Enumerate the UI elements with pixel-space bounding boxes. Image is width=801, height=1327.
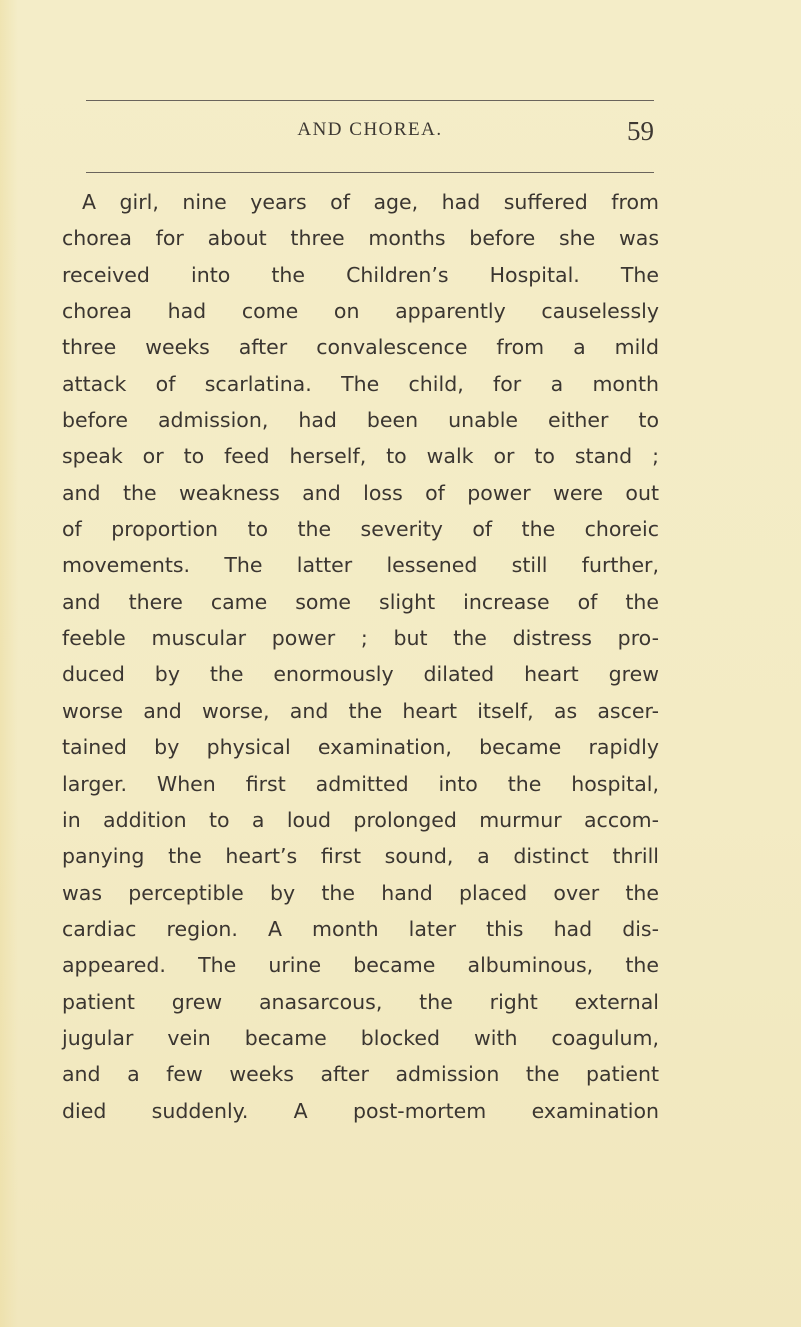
text-line: attack of scarlatina. The child, for a month [62, 371, 659, 396]
text-line: patient grew anasarcous, the right external [62, 989, 659, 1014]
text-line: chorea had come on apparently causelessly [62, 299, 659, 324]
text-line: in addition to a loud prolonged murmur accom- [62, 807, 659, 832]
text-line: A girl, nine years of age, had suffered from [82, 190, 659, 214]
text-line: panying the heart’s first sound, a distinct thrill [62, 844, 659, 869]
text-line: tained by physical examination, became rapidly [62, 735, 659, 760]
running-head-title: AND CHOREA. [297, 119, 443, 140]
text-line: chorea for about three months before she was [62, 226, 659, 251]
text-line: and the weakness and loss of power were out [62, 480, 659, 505]
running-head [86, 116, 654, 151]
text-line: jugular vein became blocked with coagulum, [62, 1025, 659, 1050]
text-line: of proportion to the severity of the choreic [62, 517, 659, 542]
text-line: worse and worse, and the heart itself, as ascer- [62, 698, 659, 723]
text-line: received into the Children’s Hospital. The [62, 262, 659, 287]
text-line: was perceptible by the hand placed over the [62, 880, 659, 905]
body-paragraph [62, 184, 659, 1129]
text-line: speak or to feed herself, to walk or to stand ; [62, 444, 659, 469]
text-line: cardiac region. A month later this had dis- [62, 916, 659, 941]
text-line: feeble muscular power ; but the distress pro- [62, 626, 659, 651]
text-line: three weeks after convalescence from a mild [62, 335, 659, 360]
text-line: duced by the enormously dilated heart grew [62, 662, 659, 687]
text-line: died suddenly. A post-mortem examination [62, 1098, 659, 1123]
text-line: before admission, had been unable either to [62, 408, 659, 433]
text-line: and there came some slight increase of the [62, 589, 659, 614]
text-line: larger. When first admitted into the hospital, [62, 771, 659, 796]
header-rule-top [86, 100, 654, 101]
text-line: appeared. The urine became albuminous, the [62, 953, 659, 978]
text-line: and a few weeks after admission the patient [62, 1062, 659, 1087]
text-line: movements. The latter lessened still further, [62, 553, 659, 578]
header-rule-bottom [86, 172, 654, 173]
page-number: 59 [627, 116, 654, 146]
